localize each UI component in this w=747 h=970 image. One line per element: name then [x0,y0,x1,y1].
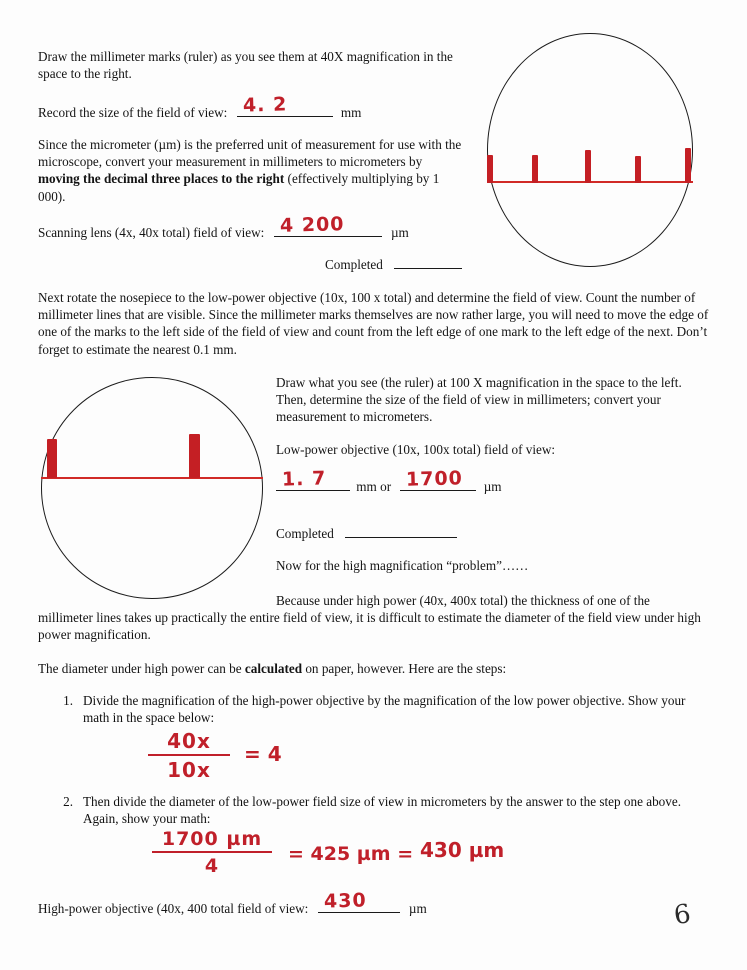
highpower-final-answer: 430 [323,889,367,913]
step-1-numerator: 40x [167,729,211,753]
completed-blank-1[interactable] [394,255,462,269]
calculation-intro-a: The diameter under high power can be [38,661,245,676]
scanning-lens-row [38,212,468,241]
step-1-text: Divide the magnification of the high-power objective by the magnification of the low power objective. Show your math in the space below: [83,693,686,726]
highpower-paragraph-line1: Because under high power (40x, 400x total) the thickness of one of the [276,593,650,608]
calculation-step-1 [55,692,710,726]
step-1-result: = 4 [244,742,282,766]
ruler-tick-40x [635,156,641,183]
lowpower-answer-um-blank[interactable] [400,467,476,491]
step-2-denominator: 4 [204,855,220,877]
completed-row-1 [325,255,462,273]
step-2-numerator: 1700 µm [161,828,263,850]
conversion-text-b: (effectively multiplying by 1 000). [38,171,440,204]
highpower-final-label: High-power objective (40x, 400 total field of view: [38,901,309,916]
record-field-of-view-label: Record the size of the field of view: [38,105,228,120]
step-2-result-a: = 425 µm = [288,843,414,865]
highpower-final-unit: µm [408,901,427,916]
lowpower-answer-row [276,467,710,495]
ruler-tick-100x [47,439,57,478]
highpower-paragraph-rest: millimeter lines takes up practically the entire field of view, it is difficult to estimate the diameter of the field view under high power magnification. [38,610,701,643]
field-of-view-40x-drawing [487,33,693,267]
lowpower-unit-mm: mm or [356,479,392,494]
lowpower-instruction: Draw what you see (the ruler) at 100 X magnification in the space to the left. Then, determine the size of the field of view in millimeters; convert your measurement to micrometers. [276,375,682,425]
lowpower-answer-mm: 1. 7 [281,467,327,491]
ruler-tick-40x [532,155,538,183]
scanning-lens-label: Scanning lens (4x, 40x total) field of view: [38,225,265,240]
completed-blank-2[interactable] [345,524,457,538]
transition-text: Now for the high magnification “problem”…… [276,558,529,573]
step-1-denominator: 10x [167,758,211,782]
calculation-intro-b: on paper, however. Here are the steps: [302,661,507,676]
scanning-lens-answer: 4 200 [279,212,345,237]
lowpower-unit-um: µm [483,479,502,494]
completed-row-2 [276,524,457,542]
step-1-number: 1. [63,693,73,708]
conversion-paragraph [38,136,466,205]
field-of-view-100x-drawing [41,377,263,599]
conversion-text-a: Since the micrometer (µm) is the preferred unit of measurement for use with the microscope, convert your measurement in millimeters to micrometers by [38,137,462,170]
record-field-of-view-blank[interactable] [237,93,333,117]
highpower-final-blank[interactable] [318,889,400,913]
completed-label-1: Completed [325,257,383,272]
conversion-text-bold: moving the decimal three places to the right [38,171,285,187]
scanning-lens-unit: µm [390,225,409,240]
page-number: 6 [671,898,693,932]
ruler-tick-40x [585,150,591,183]
step-2-work-fraction [152,828,272,877]
scanning-instruction: Draw the millimeter marks (ruler) as you see them at 40X magnification in the space to the right. [38,49,453,82]
lowpower-paragraph: Next rotate the nosepiece to the low-power objective (10x, 100 x total) and determine the field of view. Count the number of millimeter lines that are visible. Since the millimeter marks themselves are now rather large, you will need to move the edge of one of the marks to the left side of the field of view and count from the left edge of one mark to the left edge of the next. Don’t forget to estimate the nearest 0.1 mm. [38,290,709,357]
fraction-bar [148,754,230,756]
ruler-line-100x [41,477,263,479]
lowpower-objective-label: Low-power objective (10x, 100x total) field of view: [276,442,556,457]
lowpower-answer-um: 1700 [406,467,464,491]
ruler-tick-40x [487,155,493,183]
completed-label-2: Completed [276,526,334,541]
calculation-step-2 [55,793,710,827]
scanning-lens-blank[interactable] [274,212,382,237]
ruler-tick-100x [189,434,200,478]
field-of-view-circle-100x [41,377,263,599]
step-2-number: 2. [63,794,73,809]
record-field-of-view-row [38,93,468,121]
lowpower-answer-mm-blank[interactable] [276,467,350,491]
record-field-of-view-unit: mm [340,105,362,120]
highpower-final-row [38,889,538,917]
calculation-intro-bold: calculated [244,661,303,676]
calculation-intro [38,660,710,677]
record-field-of-view-answer: 4. 2 [242,93,288,117]
step-2-result-b: 430 µm [420,838,505,862]
step-2-text: Then divide the diameter of the low-power field size of view in micrometers by the answer to the step one above. Again, show your math: [83,794,682,827]
ruler-tick-40x [685,148,691,183]
fraction-bar [152,851,272,853]
step-1-work-fraction [148,729,230,782]
